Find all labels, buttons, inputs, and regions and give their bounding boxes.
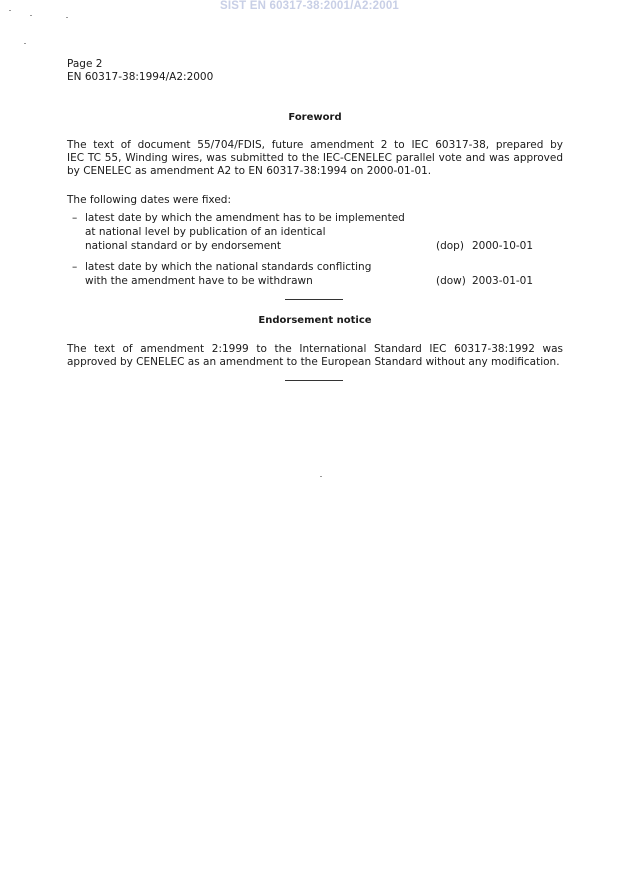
- date-item-line: national standard or by endorsement: [85, 240, 282, 252]
- scan-speck: [9, 10, 11, 11]
- date-value-dop: 2000-10-01: [472, 240, 534, 252]
- date-code-dow: (dow): [436, 275, 466, 287]
- dates-intro: The following dates were fixed:: [67, 194, 231, 206]
- endorsement-heading: Endorsement notice: [258, 315, 372, 326]
- scan-speck: [30, 15, 32, 16]
- date-value-dow: 2003-01-01: [472, 275, 534, 287]
- date-item-line: at national level by publication of an identical: [85, 226, 326, 238]
- watermark: SIST EN 60317-38:2001/A2:2001: [219, 0, 400, 12]
- endorsement-line: approved by CENELEC as an amendment to the European Standard without any modification.: [67, 356, 560, 369]
- foreword-line: by CENELEC as amendment A2 to EN 60317-38:1994 on 2000-01-01.: [67, 165, 432, 178]
- foreword-paragraph: [67, 139, 563, 179]
- date-item-line: with the amendment have to be withdrawn: [85, 275, 313, 287]
- foreword-line: IEC TC 55, Winding wires, was submitted to the IEC-CENELEC parallel vote and was approved: [67, 152, 563, 165]
- scan-speck: [66, 17, 68, 18]
- date-item-line: latest date by which the amendment has to be implemented: [85, 212, 405, 224]
- scan-speck: [320, 476, 322, 477]
- endorsement-line: The text of amendment 2:1999 to the International Standard IEC 60317-38:1992 was: [67, 343, 563, 355]
- list-dash: –: [72, 212, 78, 224]
- scan-speck: [24, 43, 26, 44]
- foreword-line: The text of document 55/704/FDIS, future amendment 2 to IEC 60317-38, prepared by: [67, 139, 563, 151]
- page-number: Page 2: [67, 58, 103, 70]
- date-code-dop: (dop): [436, 240, 464, 252]
- document-reference: EN 60317-38:1994/A2:2000: [67, 71, 214, 83]
- section-divider: [285, 299, 343, 300]
- foreword-heading: Foreword: [288, 112, 342, 123]
- date-item-line: latest date by which the national standards conflicting: [85, 261, 372, 273]
- section-divider: [285, 380, 343, 381]
- list-dash: –: [72, 261, 78, 273]
- endorsement-paragraph: [67, 343, 563, 369]
